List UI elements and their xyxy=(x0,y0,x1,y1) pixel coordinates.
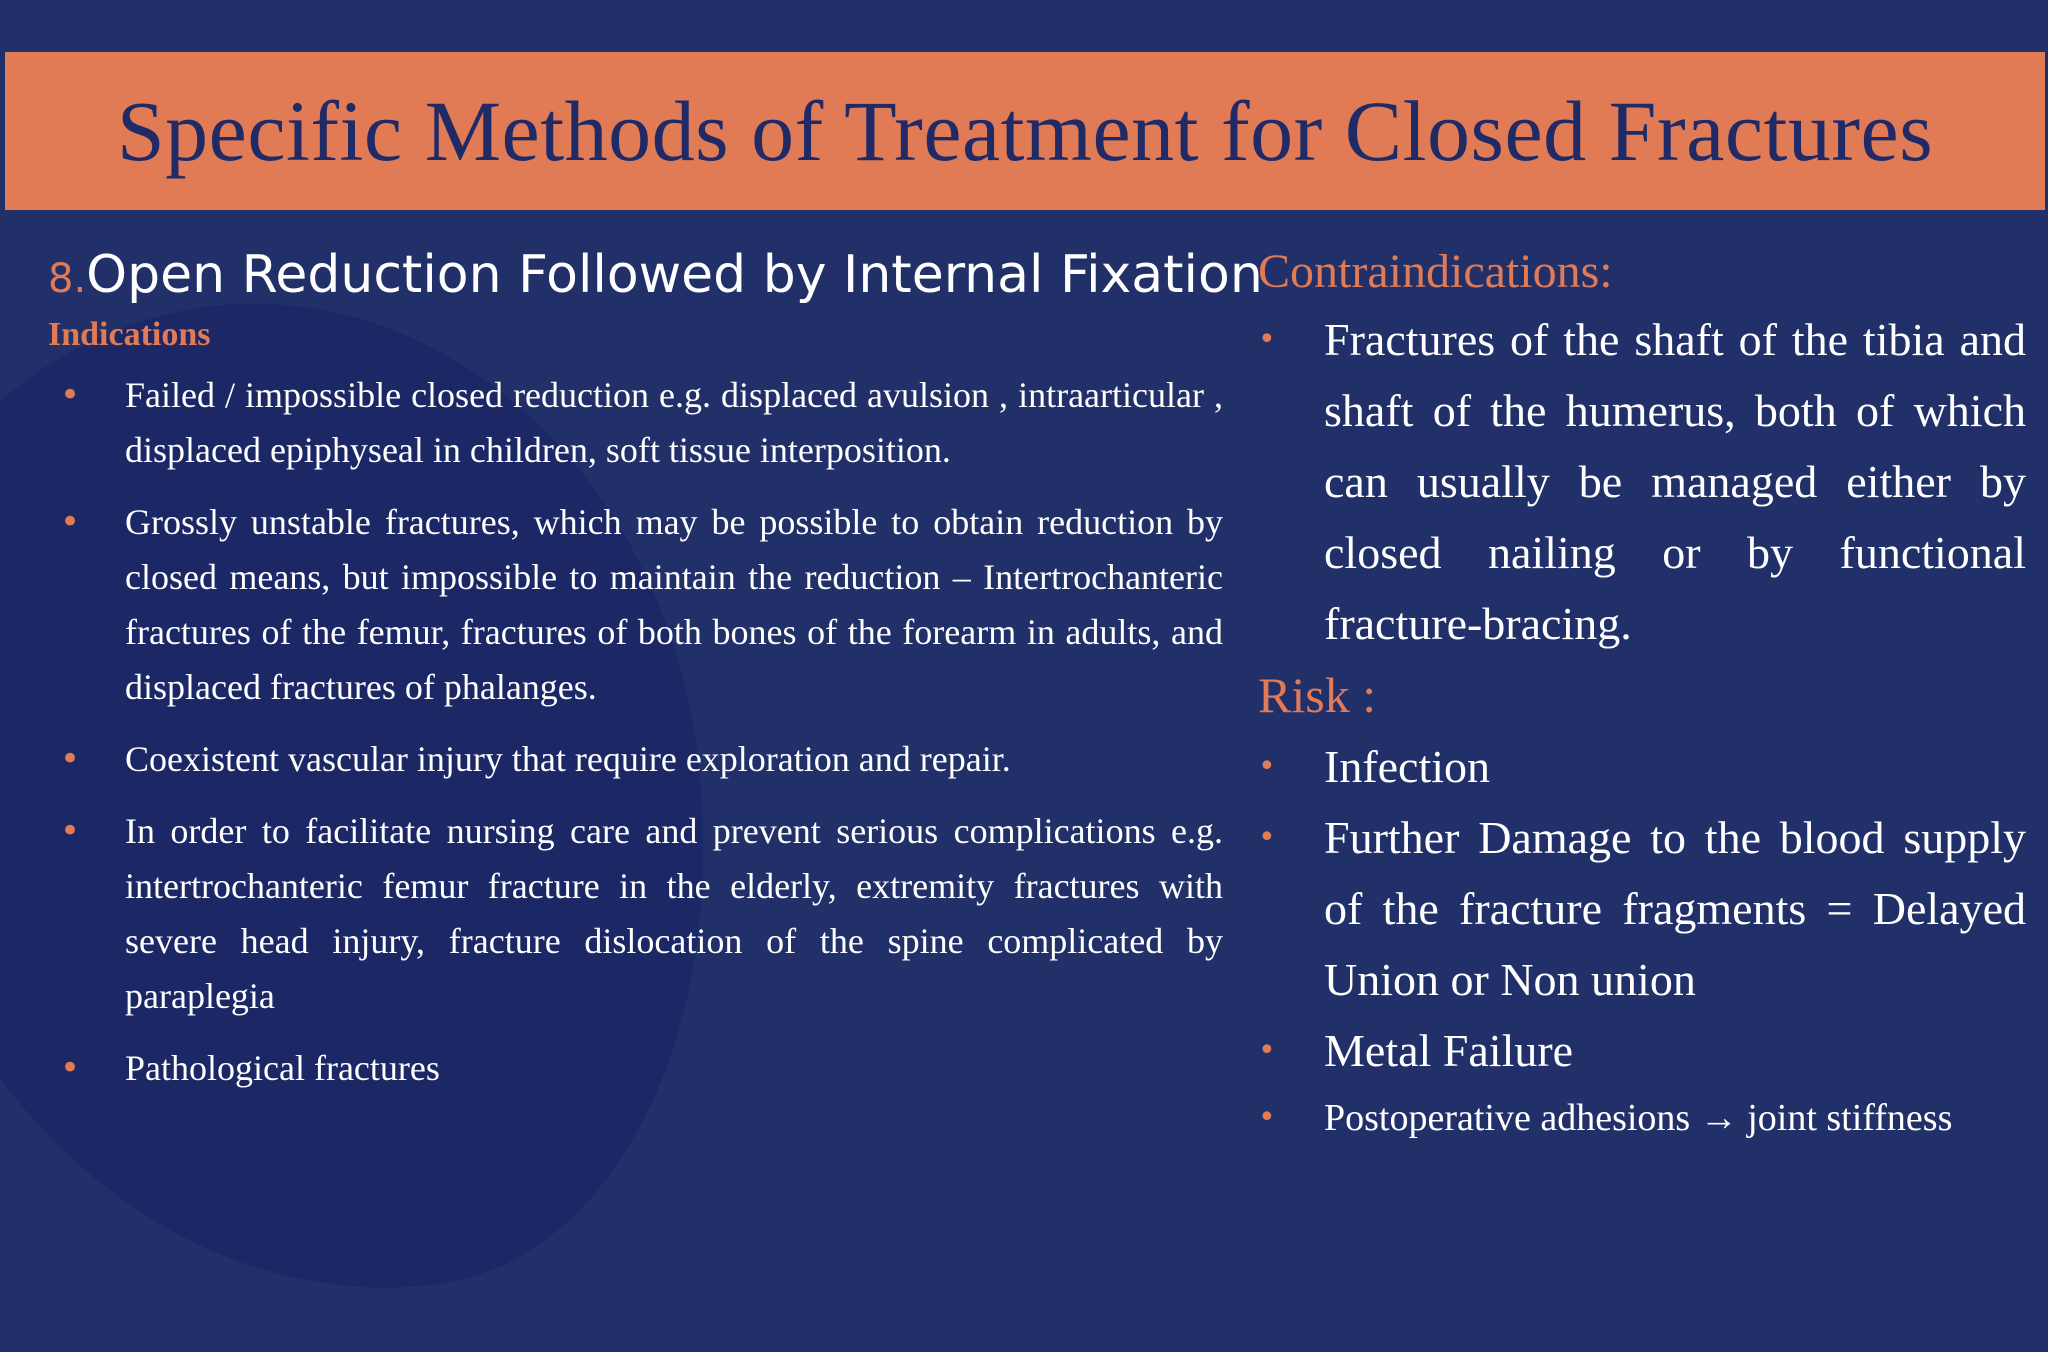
bullet-icon: • xyxy=(60,1048,81,1088)
slide-title: Specific Methods of Treatment for Closed Fractures xyxy=(116,83,1934,179)
list-item: • Failed / impossible closed reduction e.g. displaced avulsion , intraarticular , displaced epiphyseal in children, soft tissue interposition. xyxy=(48,368,1223,478)
indications-list xyxy=(48,368,1223,1096)
risk-list xyxy=(1258,731,2026,1150)
list-item: • Fractures of the shaft of the tibia and shaft of the humerus, both of which can usually be managed either by closed nailing or by functional fracture-bracing. xyxy=(1258,304,2026,659)
list-item: • Coexistent vascular injury that require exploration and repair. xyxy=(48,732,1223,787)
bullet-icon: • xyxy=(60,375,81,415)
bullet-icon: • xyxy=(1258,820,1276,855)
section-title: Open Reduction Followed by Internal Fixation xyxy=(86,245,1263,305)
list-item: • In order to facilitate nursing care and prevent serious complications e.g. intertrochanteric femur fracture in the elderly, extremity fractures with severe head injury, fracture dislocation of the spine complicated by paraplegia xyxy=(48,804,1223,1024)
section-number: 8. xyxy=(48,256,87,302)
list-item: • Infection xyxy=(1258,731,2026,802)
indications-column xyxy=(48,240,1263,1113)
bullet-icon: • xyxy=(60,502,81,542)
bullet-icon: • xyxy=(1258,1033,1276,1068)
contraindications-list xyxy=(1258,304,2026,659)
list-item: • Metal Failure xyxy=(1258,1015,2026,1086)
bullet-icon: • xyxy=(1258,749,1276,784)
contraindications-heading: Contraindications: xyxy=(1258,245,1613,298)
list-item: • Grossly unstable fractures, which may be possible to obtain reduction by closed means, but impossible to maintain the reduction – Intertrochanteric fractures of the femur, fractures of both bones of the forearm in adults, and displaced fractures of phalanges. xyxy=(48,495,1223,715)
list-item: • Pathological fractures xyxy=(48,1041,1223,1096)
section-heading xyxy=(48,240,1263,314)
bullet-icon: • xyxy=(1258,1100,1276,1135)
list-item: • Further Damage to the blood supply of the fracture fragments = Delayed Union or Non union xyxy=(1258,802,2026,1015)
contraindications-column xyxy=(1258,240,2026,1150)
risk-heading: Risk : xyxy=(1258,667,1377,723)
bullet-icon: • xyxy=(60,811,81,851)
title-banner xyxy=(5,52,2045,210)
bullet-icon: • xyxy=(1258,322,1276,357)
list-item: • Postoperative adhesions → joint stiffness xyxy=(1258,1086,2026,1150)
bullet-icon: • xyxy=(60,739,81,779)
indications-label: Indications xyxy=(48,316,211,353)
